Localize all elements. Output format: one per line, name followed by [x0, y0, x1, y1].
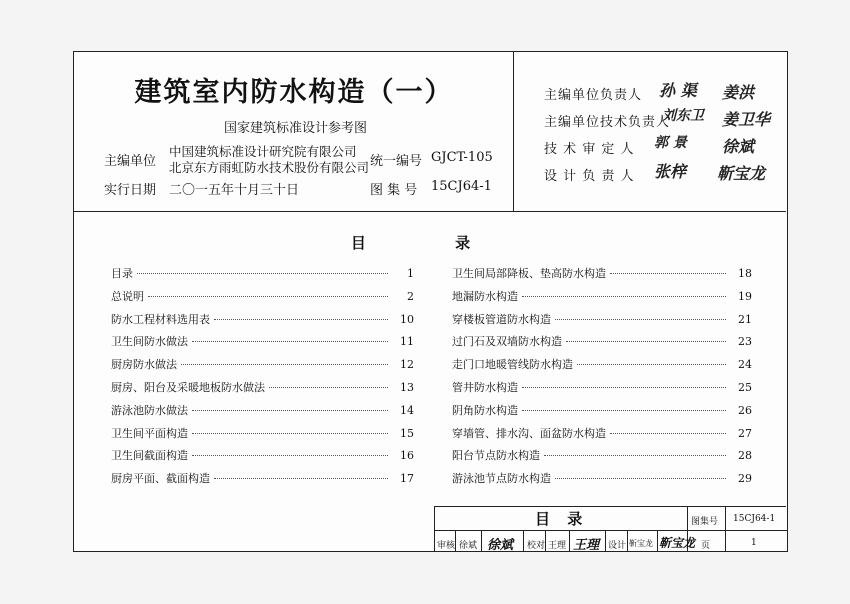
toc-entry-title: 穿墙管、排水沟、面盆防水构造 — [452, 426, 606, 440]
toc-entry-page: 15 — [400, 426, 414, 440]
dot-leader — [522, 410, 726, 411]
toc-entry-title: 厨房防水做法 — [111, 358, 177, 372]
design-label: 设计 — [608, 541, 627, 551]
responsibility-panel — [514, 52, 786, 212]
resp-label: 设 计 负 责 人 — [544, 169, 635, 184]
dot-leader — [192, 341, 388, 342]
dot-leader — [192, 433, 388, 434]
atlas-label: 图 集 号 — [370, 183, 418, 198]
toc-entry-title: 游泳池防水做法 — [111, 403, 188, 417]
toc-entry-page: 2 — [407, 289, 414, 303]
toc-entry[interactable] — [111, 470, 414, 486]
toc-entry[interactable] — [452, 447, 752, 463]
toc-entry-title: 卫生间平面构造 — [111, 426, 188, 440]
toc-entry-title: 厨房平面、截面构造 — [111, 472, 210, 486]
toc-entry-title: 总说明 — [111, 289, 144, 303]
dot-leader — [137, 273, 388, 274]
resp-row-review — [544, 138, 635, 157]
block-atlas-value: 15CJ64-1 — [733, 514, 776, 524]
toc-entry-title: 过门石及双墙防水构造 — [452, 335, 562, 349]
dot-leader — [577, 364, 726, 365]
dot-leader — [555, 478, 726, 479]
toc-entry-title: 阴角防水构造 — [452, 403, 518, 417]
toc-title: 目 录 — [350, 234, 513, 252]
header-info-panel — [74, 52, 514, 212]
toc-entry-page: 23 — [738, 335, 752, 349]
code-label: 统一编号 — [370, 154, 423, 169]
resp-label: 主编单位负责人 — [544, 88, 643, 103]
toc-entry-title: 走门口地暖管线防水构造 — [452, 358, 573, 372]
toc-entry-page: 25 — [738, 381, 752, 394]
toc-entry-page: 26 — [738, 403, 752, 417]
signature-image: 张梓 — [654, 162, 687, 181]
toc-entry-page: 17 — [400, 472, 414, 486]
toc-entry[interactable] — [452, 311, 752, 327]
toc-entry-title: 卫生间截面构造 — [111, 449, 188, 463]
date-value: 二〇一五年十月三十日 — [169, 183, 300, 198]
page-label: 页 — [701, 541, 711, 551]
dot-leader — [269, 387, 388, 388]
dot-leader — [214, 319, 388, 320]
toc-entry[interactable] — [111, 402, 414, 418]
drawing-sheet — [73, 51, 788, 552]
toc-entry[interactable] — [111, 379, 414, 395]
dot-leader — [610, 433, 726, 434]
toc-entry-page: 28 — [738, 449, 752, 463]
block-title: 目 录 — [535, 510, 589, 528]
signature-image: 靳宝龙 — [717, 164, 766, 183]
chief-unit-label: 主编单位 — [104, 154, 157, 169]
toc-entry[interactable] — [111, 447, 414, 463]
review-name: 徐斌 — [459, 541, 478, 551]
signature-image: 刘东卫 — [662, 108, 704, 124]
toc-entry[interactable] — [452, 356, 752, 372]
signature-image: 孙 渠 — [659, 81, 697, 100]
toc-entry[interactable] — [452, 402, 752, 418]
toc-entry-title: 目录 — [111, 267, 133, 280]
toc-entry-title: 地漏防水构造 — [452, 289, 518, 303]
check-name: 王理 — [548, 541, 567, 551]
block-atlas-label: 图集号 — [691, 517, 719, 527]
resp-row-tech — [544, 111, 670, 130]
toc-entry[interactable] — [111, 356, 414, 372]
dot-leader — [192, 455, 388, 456]
toc-entry-title: 卫生间防水做法 — [111, 335, 188, 349]
atlas-value: 15CJ64-1 — [431, 179, 492, 194]
dot-leader — [566, 341, 726, 342]
review-label: 审核 — [437, 541, 456, 551]
toc-entry[interactable] — [452, 425, 752, 441]
signature-image: 靳宝龙 — [659, 536, 696, 550]
toc-entry[interactable] — [452, 265, 752, 281]
toc-entry[interactable] — [452, 379, 752, 395]
chief-unit-line2: 北京东方雨虹防水技术股份有限公司 — [169, 160, 370, 175]
toc-entry-title: 厨房、阳台及采暖地板防水做法 — [111, 381, 265, 394]
code-value: GJCT-105 — [431, 150, 493, 165]
signature-image: 姜卫华 — [722, 110, 771, 129]
toc-entry[interactable] — [111, 265, 414, 281]
toc-entry-page: 27 — [738, 426, 752, 440]
dot-leader — [555, 319, 726, 320]
atlas-subtitle: 国家建筑标准设计参考图 — [224, 121, 368, 136]
toc-entry[interactable] — [111, 288, 414, 304]
dot-leader — [192, 410, 388, 411]
toc-entry-page: 1 — [407, 267, 414, 280]
dot-leader — [544, 455, 726, 456]
toc-entry-page: 14 — [400, 403, 414, 417]
dot-leader — [148, 296, 388, 297]
signature-image: 郭 景 — [654, 135, 687, 151]
design-name: 靳宝龙 — [629, 539, 653, 548]
toc-entry-page: 24 — [738, 358, 752, 372]
toc-entry[interactable] — [452, 470, 752, 486]
date-label: 实行日期 — [104, 183, 157, 198]
toc-entry-title: 游泳池节点防水构造 — [452, 472, 551, 486]
toc-entry-title: 阳台节点防水构造 — [452, 449, 540, 463]
dot-leader — [610, 273, 726, 274]
check-label: 校对 — [527, 541, 546, 551]
signature-image: 徐斌 — [487, 538, 514, 553]
toc-entry[interactable] — [452, 333, 752, 349]
signature-image: 王理 — [573, 538, 600, 553]
chief-unit-line1: 中国建筑标准设计研究院有限公司 — [169, 144, 357, 159]
toc-entry-page: 21 — [738, 312, 752, 326]
atlas-title: 建筑室内防水构造（一） — [134, 77, 454, 108]
toc-entry[interactable] — [111, 425, 414, 441]
toc-entry-page: 29 — [738, 472, 752, 486]
resp-label: 主编单位技术负责人 — [544, 115, 671, 130]
toc-entry-page: 12 — [400, 358, 414, 372]
toc-entry-page: 18 — [738, 267, 752, 280]
dot-leader — [181, 364, 388, 365]
dot-leader — [522, 387, 726, 388]
signature-image: 姜洪 — [722, 83, 755, 102]
resp-row-design — [544, 165, 635, 184]
page-value: 1 — [751, 538, 757, 548]
toc-entry-page: 11 — [400, 335, 414, 349]
toc-entry-page: 16 — [400, 449, 414, 463]
title-block — [434, 506, 786, 551]
toc-entry-title: 卫生间局部降板、垫高防水构造 — [452, 267, 606, 280]
dot-leader — [214, 478, 388, 479]
signature-image: 徐斌 — [722, 137, 755, 156]
resp-row-chief — [544, 84, 642, 103]
resp-label: 技 术 审 定 人 — [544, 142, 635, 157]
toc-entry[interactable] — [452, 288, 752, 304]
toc-entry-title: 防水工程材料选用表 — [111, 312, 210, 326]
toc-entry[interactable] — [111, 333, 414, 349]
toc-entry-page: 13 — [400, 381, 414, 394]
toc-entry-title: 管井防水构造 — [452, 381, 518, 394]
toc-entry-page: 10 — [400, 312, 414, 326]
dot-leader — [522, 296, 726, 297]
toc-entry-page: 19 — [738, 289, 752, 303]
toc-entry[interactable] — [111, 311, 414, 327]
toc-entry-title: 穿楼板管道防水构造 — [452, 312, 551, 326]
